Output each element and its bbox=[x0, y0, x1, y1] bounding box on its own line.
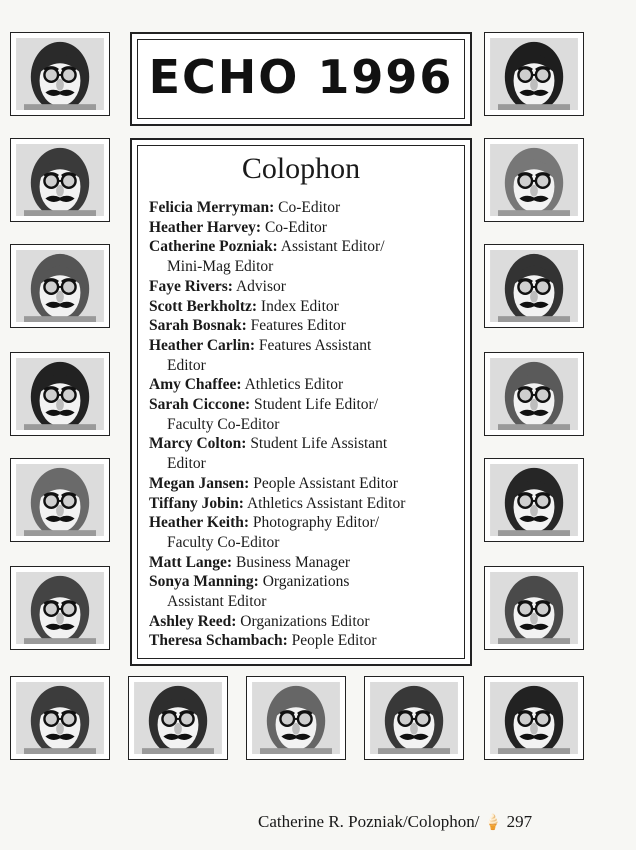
staff-photo-image bbox=[16, 464, 104, 536]
yearbook-title: ECHO 1996 bbox=[148, 50, 454, 104]
staff-name: Heather Harvey: bbox=[149, 218, 262, 236]
staff-photo bbox=[484, 138, 584, 222]
staff-name: Theresa Schambach: bbox=[149, 632, 288, 650]
staff-name: Sarah Ciccone: bbox=[149, 396, 251, 414]
staff-name: Felicia Merryman: bbox=[149, 199, 275, 216]
disguise-glasses-icon bbox=[16, 38, 104, 110]
title-box bbox=[130, 32, 472, 126]
disguise-glasses-icon bbox=[490, 144, 578, 216]
staff-name: Faye Rivers: bbox=[149, 277, 233, 295]
disguise-glasses-icon bbox=[134, 682, 222, 754]
staff-photo bbox=[10, 352, 110, 436]
staff-list bbox=[149, 198, 469, 651]
page-number: 297 bbox=[506, 812, 533, 831]
staff-photo bbox=[128, 676, 228, 760]
colophon-heading: Colophon bbox=[241, 152, 361, 185]
staff-name: Catherine Pozniak: bbox=[149, 238, 278, 256]
disguise-glasses-icon bbox=[16, 682, 104, 754]
staff-name: Ashley Reed: bbox=[149, 612, 237, 630]
staff-photo-image bbox=[490, 572, 578, 644]
staff-role: Photography Editor/ bbox=[252, 514, 380, 532]
staff-entry bbox=[149, 375, 469, 395]
staff-photo bbox=[484, 244, 584, 328]
staff-role: Features Editor bbox=[250, 317, 346, 335]
staff-role: Student Life Assistant bbox=[250, 435, 388, 453]
staff-entry bbox=[149, 198, 469, 218]
disguise-glasses-icon bbox=[490, 464, 578, 536]
staff-photo-image bbox=[490, 682, 578, 754]
staff-photo-image bbox=[16, 572, 104, 644]
staff-name: Megan Jansen: bbox=[149, 474, 250, 492]
staff-photo-image bbox=[252, 682, 340, 754]
staff-photo bbox=[10, 458, 110, 542]
staff-photo-image bbox=[16, 250, 104, 322]
staff-entry bbox=[149, 218, 469, 238]
staff-photo bbox=[484, 566, 584, 650]
staff-role: Organizations Editor bbox=[240, 612, 370, 630]
staff-name: Marcy Colton: bbox=[149, 435, 247, 453]
staff-role: Athletics Editor bbox=[244, 376, 344, 394]
staff-entry bbox=[149, 631, 469, 651]
staff-name: Heather Carlin: bbox=[149, 336, 256, 354]
staff-role-continued: Mini-Mag Editor bbox=[167, 258, 274, 276]
staff-photo bbox=[10, 32, 110, 116]
staff-entry bbox=[149, 237, 469, 276]
staff-name: Tiffany Jobin: bbox=[149, 494, 244, 512]
staff-role: Organizations bbox=[262, 573, 350, 591]
disguise-glasses-icon bbox=[16, 250, 104, 322]
staff-photo bbox=[364, 676, 464, 760]
staff-photo-image bbox=[490, 250, 578, 322]
staff-entry bbox=[149, 494, 469, 514]
staff-photo-image bbox=[490, 358, 578, 430]
disguise-glasses-icon bbox=[490, 358, 578, 430]
staff-photo-image bbox=[370, 682, 458, 754]
staff-photo-image bbox=[490, 464, 578, 536]
staff-name: Sarah Bosnak: bbox=[149, 317, 247, 335]
colophon-box bbox=[130, 138, 472, 666]
staff-photo-image bbox=[490, 144, 578, 216]
staff-entry bbox=[149, 612, 469, 632]
staff-entry bbox=[149, 336, 469, 375]
staff-name: Matt Lange: bbox=[149, 553, 233, 571]
staff-role-continued: Faculty Co-Editor bbox=[167, 415, 280, 433]
staff-photo bbox=[484, 676, 584, 760]
staff-name: Amy Chaffee: bbox=[149, 376, 242, 394]
staff-photo bbox=[10, 676, 110, 760]
staff-entry bbox=[149, 434, 469, 473]
staff-role: Features Assistant bbox=[258, 336, 372, 354]
staff-entry bbox=[149, 474, 469, 494]
staff-entry bbox=[149, 553, 469, 573]
staff-photo bbox=[484, 32, 584, 116]
disguise-glasses-icon bbox=[490, 682, 578, 754]
staff-role: Athletics Assistant Editor bbox=[246, 494, 406, 512]
staff-photo bbox=[246, 676, 346, 760]
disguise-glasses-icon bbox=[16, 144, 104, 216]
staff-role-continued: Faculty Co-Editor bbox=[167, 533, 280, 551]
disguise-glasses-icon bbox=[490, 250, 578, 322]
staff-photo-image bbox=[16, 358, 104, 430]
staff-photo bbox=[10, 138, 110, 222]
staff-photo-image bbox=[16, 38, 104, 110]
staff-role-continued: Editor bbox=[167, 455, 206, 473]
staff-photo-image bbox=[134, 682, 222, 754]
disguise-glasses-icon bbox=[16, 464, 104, 536]
staff-role: Co-Editor bbox=[264, 218, 327, 236]
staff-name: Sonya Manning: bbox=[149, 573, 259, 591]
staff-entry bbox=[149, 316, 469, 336]
staff-role: Co-Editor bbox=[278, 199, 341, 216]
disguise-glasses-icon bbox=[252, 682, 340, 754]
staff-role: Student Life Editor/ bbox=[254, 396, 379, 414]
staff-role: People Editor bbox=[291, 632, 377, 650]
staff-photo bbox=[484, 458, 584, 542]
staff-role-continued: Assistant Editor bbox=[167, 593, 267, 611]
footer-credit: Catherine R. Pozniak/Colophon/ bbox=[258, 812, 480, 831]
staff-role: Advisor bbox=[235, 277, 286, 295]
disguise-glasses-icon bbox=[490, 38, 578, 110]
staff-role: People Assistant Editor bbox=[253, 474, 398, 492]
ice-cream-cone-icon: 🍦 bbox=[483, 813, 503, 831]
staff-name: Heather Keith: bbox=[149, 514, 250, 532]
staff-entry bbox=[149, 277, 469, 297]
disguise-glasses-icon bbox=[370, 682, 458, 754]
staff-role: Assistant Editor/ bbox=[280, 238, 385, 256]
page-footer bbox=[258, 812, 532, 832]
staff-photo-image bbox=[16, 144, 104, 216]
disguise-glasses-icon bbox=[490, 572, 578, 644]
staff-entry bbox=[149, 572, 469, 611]
staff-entry bbox=[149, 297, 469, 317]
disguise-glasses-icon bbox=[16, 572, 104, 644]
staff-name: Scott Berkholtz: bbox=[149, 297, 258, 315]
staff-photo bbox=[10, 244, 110, 328]
staff-role-continued: Editor bbox=[167, 356, 206, 374]
staff-role: Business Manager bbox=[235, 553, 351, 571]
staff-photo-image bbox=[490, 38, 578, 110]
staff-photo-image bbox=[16, 682, 104, 754]
staff-entry bbox=[149, 513, 469, 552]
staff-entry bbox=[149, 395, 469, 434]
disguise-glasses-icon bbox=[16, 358, 104, 430]
staff-photo bbox=[484, 352, 584, 436]
staff-photo bbox=[10, 566, 110, 650]
staff-role: Index Editor bbox=[260, 297, 339, 315]
